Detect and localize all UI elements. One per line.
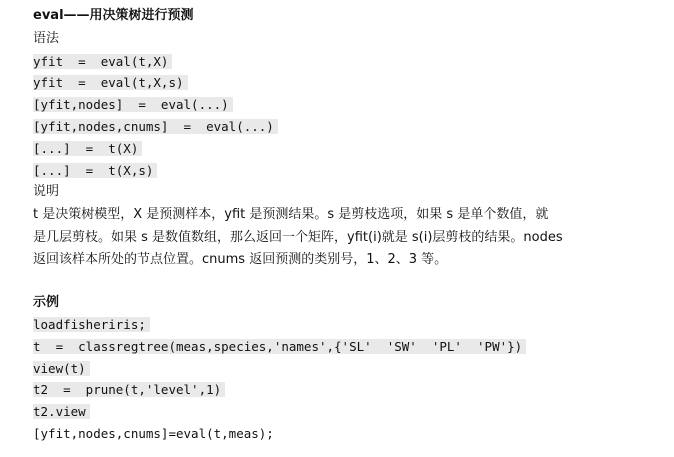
description-line: 是几层剪枝。如果 s 是数值数组，那么返回一个矩阵，yfit(i)就是 s(i)层剪枝的结果。nodes [33,230,563,245]
code-text: view(t) [33,361,90,376]
code-text: yfit = eval(t,X,s) [33,75,188,90]
code-text: [yfit,nodes,cnums] = eval(...) [33,119,278,134]
page-title: eval——用决策树进行预测 [33,8,194,23]
description-line: 返回该样本所处的节点位置。cnums 返回预测的类别号，1、2、3 等。 [33,252,448,267]
code-text: t2.view [33,404,90,419]
code-text: t2 = prune(t,'level',1) [33,382,225,397]
syntax-line [33,73,188,92]
example-heading: 示例 [33,295,60,310]
syntax-line [33,117,278,136]
syntax-heading: 语法 [33,31,60,46]
code-text: t = classregtree(meas,species,'names',{'SL' 'SW' 'PL' 'PW'}) [33,339,526,354]
syntax-line [33,139,142,158]
example-line [33,402,90,421]
example-line [33,337,526,356]
example-line [33,315,150,334]
code-text: yfit = eval(t,X) [33,54,172,69]
example-line [33,380,225,399]
syntax-line [33,52,172,71]
code-text: [yfit,nodes] = eval(...) [33,97,233,112]
example-line [33,359,90,378]
description-heading: 说明 [33,184,60,199]
code-text: [...] = t(X,s) [33,163,157,178]
syntax-line [33,95,233,114]
syntax-line [33,161,157,180]
example-line [33,424,274,443]
description-line: t 是决策树模型，X 是预测样本，yfit 是预测结果。s 是剪枝选项，如果 s 是单个数值，就 [33,207,549,222]
code-text: loadfisheriris; [33,317,150,332]
code-text: [...] = t(X) [33,141,142,156]
code-text: [yfit,nodes,cnums]=eval(t,meas); [33,426,274,441]
